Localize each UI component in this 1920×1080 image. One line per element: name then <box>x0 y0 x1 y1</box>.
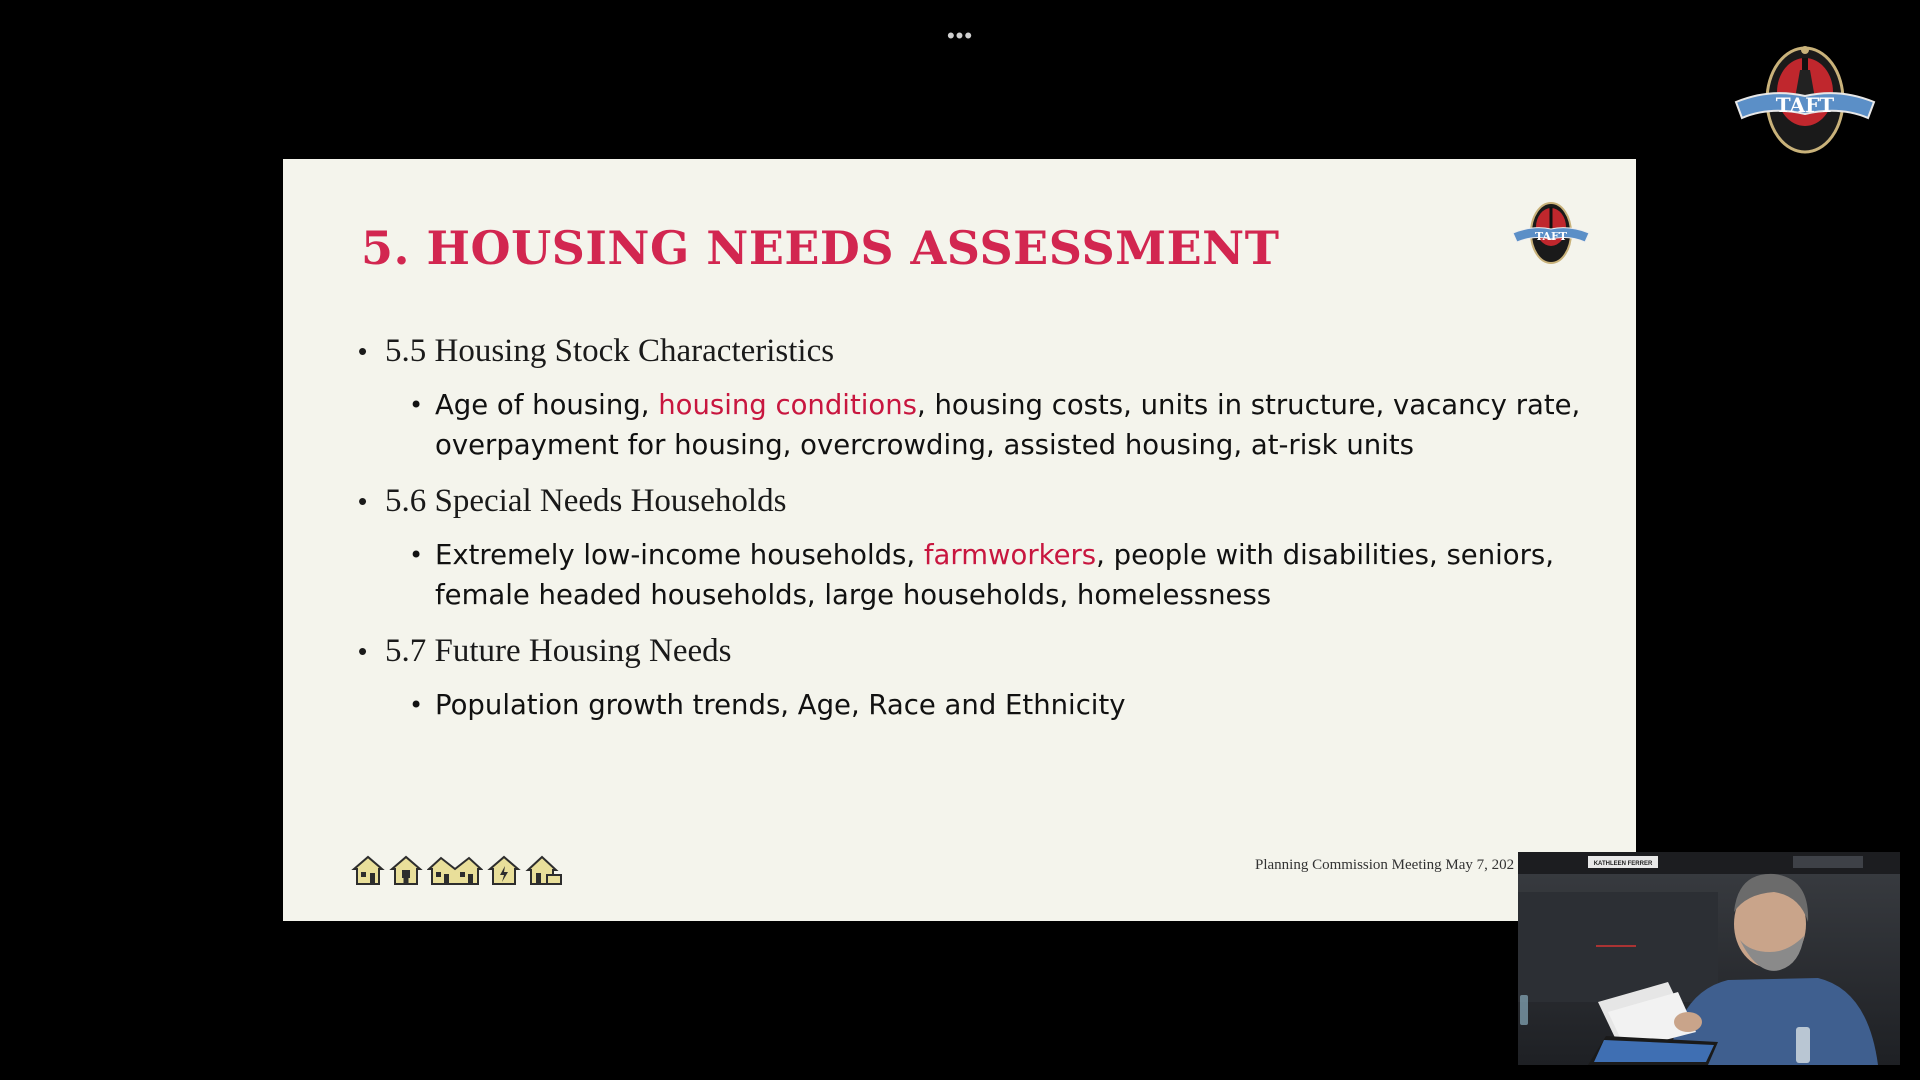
house-icons-row <box>351 847 563 887</box>
highlight-farmworkers: farmworkers <box>923 539 1097 571</box>
house-icon <box>351 853 385 887</box>
slide-title: 5. HOUSING NEEDS ASSESSMENT <box>361 221 1280 275</box>
house-icon <box>389 853 423 887</box>
presentation-slide <box>283 159 1636 921</box>
svg-text:TAFT: TAFT <box>1534 230 1568 243</box>
section-detail-5-7: • Population growth trends, Age, Race and Ethnicity <box>435 685 1588 725</box>
city-seal-logo <box>1730 40 1880 158</box>
house-power-icon <box>487 853 521 887</box>
more-options-button[interactable]: ••• <box>946 23 974 48</box>
slide-bullet-list <box>358 331 1588 741</box>
svg-text:TAFT: TAFT <box>1775 93 1835 117</box>
speaker-video-thumbnail[interactable] <box>1518 852 1900 1065</box>
section-heading-5-6: • 5.6 Special Needs Households <box>358 481 1588 521</box>
svg-text:KATHLEEN FERRER: KATHLEEN FERRER <box>1593 861 1653 867</box>
slide-city-seal-logo <box>1511 197 1591 267</box>
section-heading-5-5: • 5.5 Housing Stock Characteristics <box>358 331 1588 371</box>
house-icon <box>525 853 563 887</box>
section-detail-5-6: • Extremely low-income households, farmworkers, people with disabilities, seniors, female headed households, large households, homelessness <box>435 535 1588 615</box>
duplex-house-icon <box>427 853 483 887</box>
section-heading-5-7: • 5.7 Future Housing Needs <box>358 631 1588 671</box>
section-detail-5-5: • Age of housing, housing conditions, housing costs, units in structure, vacancy rate, overpayment for housing, overcrowding, assisted housing, at-risk units <box>435 385 1588 465</box>
highlight-housing-conditions: housing conditions <box>658 389 917 421</box>
slide-footer: Planning Commission Meeting May 7, 202 <box>1255 857 1515 873</box>
